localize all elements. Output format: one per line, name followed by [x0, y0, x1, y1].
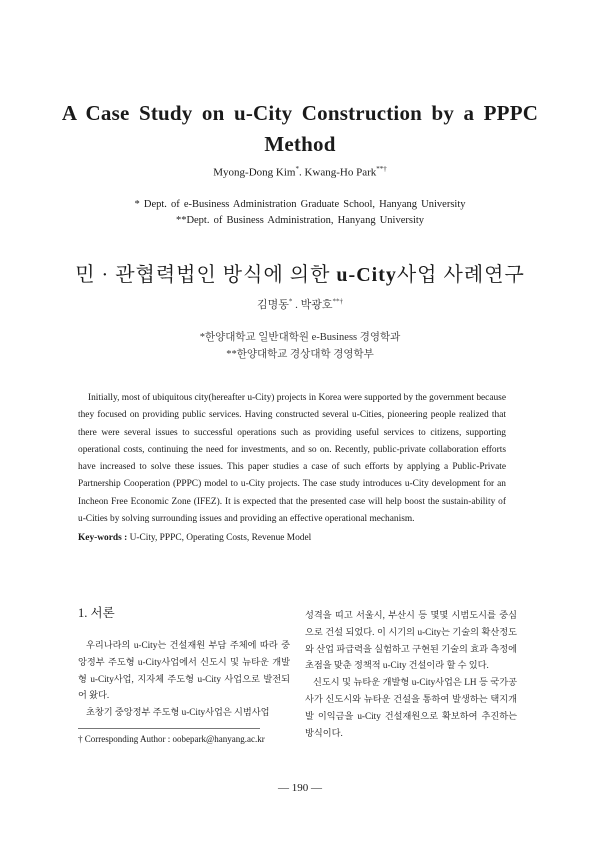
keywords-label: Key-words : [78, 533, 128, 543]
title-ko-post: 사업 사례연구 [396, 264, 525, 286]
author-ko-1: 김명동 [256, 299, 289, 311]
affiliation-en-1: * Dept. of e-Business Administration Graduate School, Hanyang University [134, 199, 466, 210]
title-en-line-1: A Case Study on u-City Construction by a PPPC [61, 101, 539, 125]
footnote: † Corresponding Author : oobepark@hanyang.ac.kr [78, 734, 265, 744]
author-en-2: Kwang-Ho Park [304, 166, 377, 179]
author-ko-1-mark: * [288, 297, 293, 306]
body-paragraph: 신도시 및 뉴타운 개발형 u-City사업은 LH 등 국가공사가 신도시와 뉴타운 건설을 통하여 발생하는 택지개발 이익금을 u-City 건설재원으로 확보하여 추진하는 방식이다. [305, 677, 517, 738]
authors-en [0, 165, 600, 179]
body-paragraph: 초창기 중앙정부 주도형 u-City사업은 시범사업 [86, 707, 270, 718]
title-ko-pre: 민 · 관협력법인 방식에 의한 [75, 264, 337, 286]
author-en-1: Myong-Dong Kim [213, 166, 296, 179]
body-column-right [305, 607, 517, 741]
author-en-2-mark: **† [376, 165, 387, 173]
title-ko-bold: u-City [336, 264, 397, 286]
author-en-1-mark: * [295, 165, 299, 173]
footnote-divider [78, 728, 260, 729]
body-paragraph-continued: 성격을 띠고 서울시, 부산시 등 몇몇 시범도시를 중심으로 건설 되었다. 이 시기의 u-City는 기술의 확산정도와 산업 파급력을 실험하고 구현된 기술의 효과 측정에 초점을 맞춘 정책적 u-City 건설이라 할 수 있다. [305, 610, 517, 671]
author-ko-2: 박광호 [300, 299, 333, 311]
keywords [78, 533, 311, 543]
author-en-separator: . [298, 166, 305, 179]
section-heading: 1. 서론 [78, 606, 115, 620]
body-paragraph: 우리나라의 u-City는 건설재원 부담 주체에 따라 중앙정부 주도형 u-City사업에서 신도시 및 뉴타운 개발형 u-City사업, 지자체 주도형 u-City 사업으로 발전되어 왔다. [78, 640, 290, 701]
author-ko-2-mark: **† [332, 297, 344, 306]
keywords-value: U-City, PPPC, Operating Costs, Revenue Model [127, 533, 312, 543]
page-number: — 190 — [278, 782, 322, 794]
affiliation-ko-1: *한양대학교 일반대학원 e-Business 경영학과 [199, 332, 401, 343]
authors-ko [0, 296, 600, 312]
title-ko [0, 258, 600, 287]
body-column-left [78, 637, 290, 721]
abstract: Initially, most of ubiquitous city(hereafter u-City) projects in Korea were supported by the government because they focused on providing public services. Having constructed several u-Cities, pioneering people realized that there were several issues to successful operations such as providing useful services to citizens, supporting operational costs, continuing the need for investments, and so on. Recently, public-private collaboration efforts have increased to solve these issues. This paper studies a case of such efforts by applying a Public-Private Partnership Cooperation (PPPC) model to u-City projects. The case study introduces u-City development for an Incheon Free Economic Zone (IFEZ). It is expected that the presented case will help boost the sustain-ability of u-Cities by solving surrounding issues and providing an effective operational mechanism. [78, 393, 506, 525]
affiliation-en-2: **Dept. of Business Administration, Hanyang University [175, 215, 425, 226]
author-ko-separator: . [292, 299, 301, 311]
affiliation-ko-2: **한양대학교 경상대학 경영학부 [226, 349, 374, 360]
title-en-line-2: Method [264, 132, 336, 156]
